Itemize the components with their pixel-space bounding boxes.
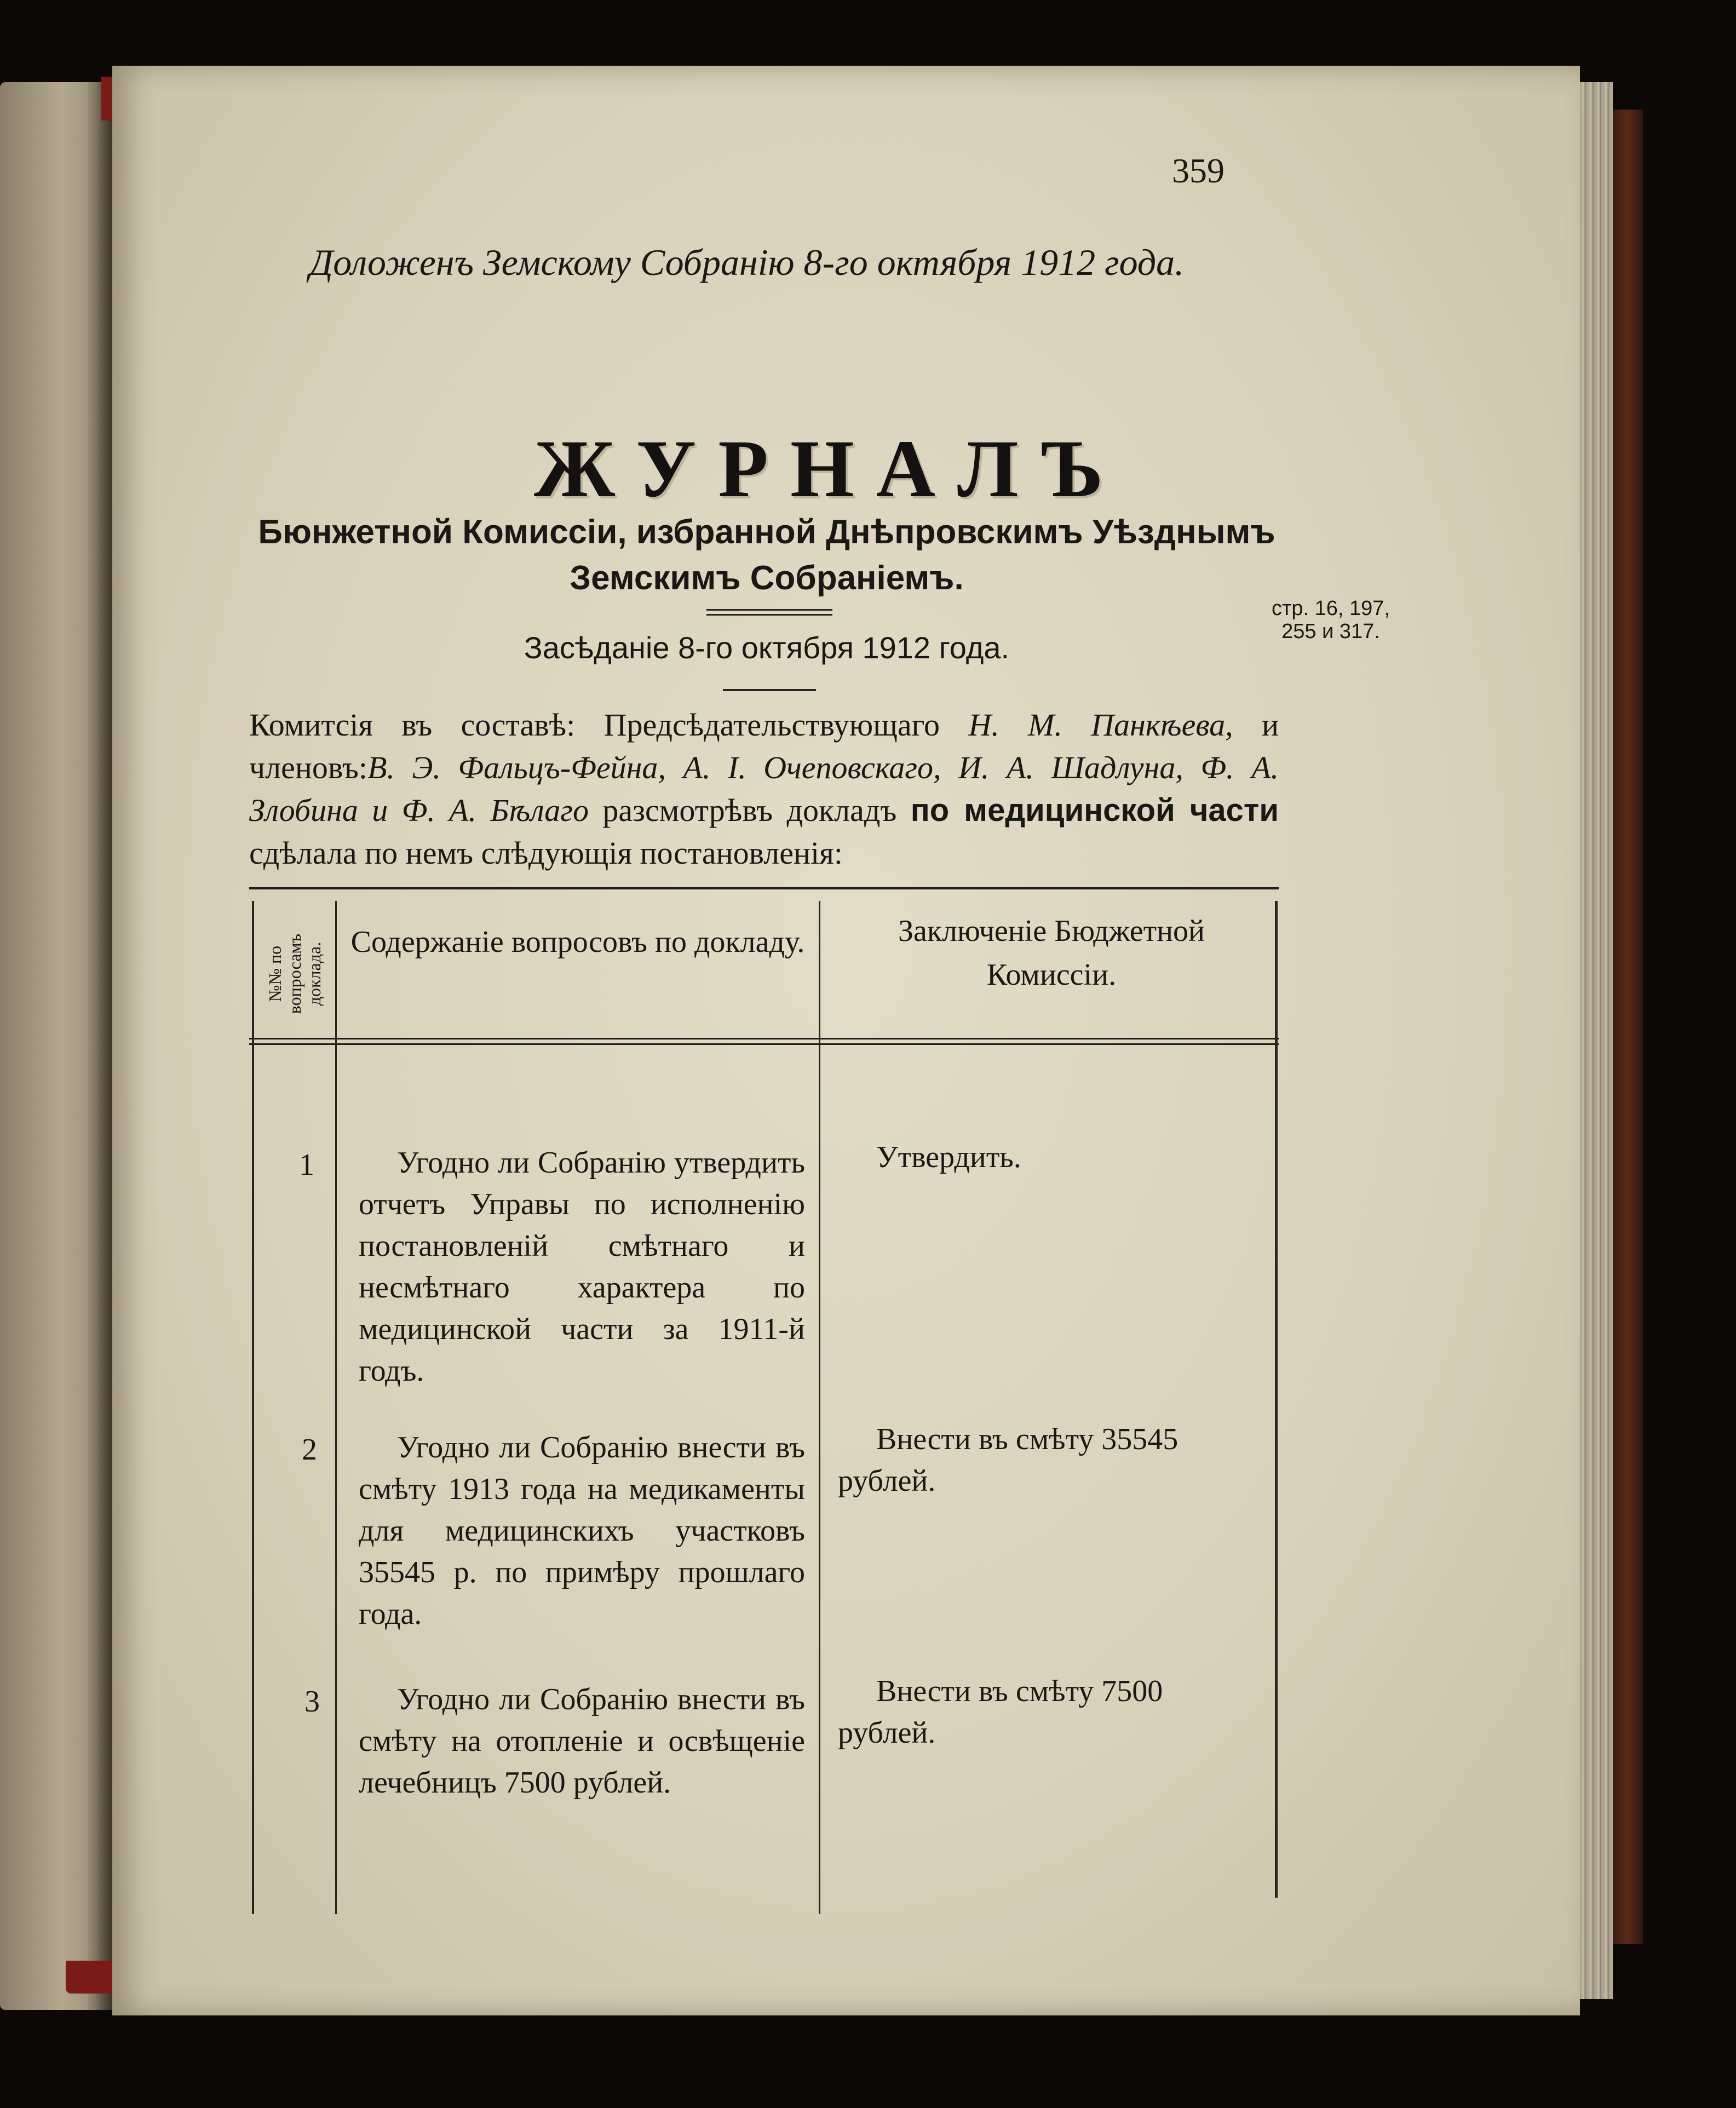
row-question: Угодно ли Собранію внести въ смѣту на отопленіе и освѣщеніе лечебницъ 7500 рублей. xyxy=(359,1682,805,1800)
page-stack-edges xyxy=(1580,82,1613,1999)
table-header-number-text: №№ по вопросамъ доклада. xyxy=(265,933,324,1014)
row-number: 2 xyxy=(302,1433,317,1467)
row-number: 1 xyxy=(299,1148,314,1182)
double-divider xyxy=(706,609,832,616)
table-column-divider xyxy=(335,901,337,1914)
chair-name: Н. М. Панкѣева, xyxy=(968,707,1233,743)
intro-members-lead: и членовъ: xyxy=(249,707,1279,785)
table-left-border xyxy=(252,901,254,1914)
intro-lead: Комитсія въ составѣ: Предсѣдательствующаго xyxy=(249,707,969,743)
row-question: Угодно ли Собранію внести въ смѣту 1913 года на медикаменты для медицинскихъ участковъ 35545 р. по примѣру прошлаго года. xyxy=(359,1431,805,1631)
member-names: В. Э. Фальцъ-Фейна, А. I. Очеповскаго, И. А. Шадлуна, Ф. А. Злобина и Ф. А. Бѣлаго xyxy=(249,750,1279,828)
table-top-rule xyxy=(249,887,1279,889)
table-header-conclusion: Заключеніе Бюджетной Комиссіи. xyxy=(898,914,1205,992)
journal-title: ЖУРНАЛЪ xyxy=(534,423,1125,514)
table-column-divider xyxy=(819,901,820,1914)
margin-reference-note: стр. 16, 197, 255 и 317. xyxy=(1272,597,1390,643)
table-header-rule-second xyxy=(249,1043,1279,1045)
table-header-content: Содержаніе вопросовъ по докладу. xyxy=(350,925,805,959)
session-date: Засѣданіе 8-го октября 1912 года. xyxy=(524,630,1010,665)
intro-mid: разсмотрѣвъ докладъ xyxy=(588,792,911,828)
row-conclusion: Утвердить. xyxy=(876,1140,1021,1174)
row-number: 3 xyxy=(304,1685,320,1719)
intro-paragraph xyxy=(249,704,1279,875)
intro-end: сдѣлала по немъ слѣдующія постановленія: xyxy=(249,835,843,871)
book-cover-edge xyxy=(1613,110,1643,1944)
divider xyxy=(723,689,816,691)
row-conclusion: Внести въ смѣту 35545 рублей. xyxy=(838,1422,1179,1498)
presented-note: Доложенъ Земскому Собранію 8-го октября 1912 года. xyxy=(309,242,1185,283)
left-page-red-edge-bottom xyxy=(66,1961,118,1994)
table-right-border xyxy=(1275,901,1278,1898)
book-gutter-shadow xyxy=(88,82,112,2010)
row-question: Угодно ли Собранію утвердить отчетъ Управы по исполненію постановленій смѣтнаго и несмѣтнаго характера по медицинской части за 1911-й годъ. xyxy=(359,1146,805,1388)
row-conclusion: Внести въ смѣту 7500 рублей. xyxy=(838,1674,1163,1750)
report-subject: по медицинской части xyxy=(910,792,1279,828)
table-header-number xyxy=(256,912,333,1035)
journal-subtitle: Бюнжетной Комиссіи, избранной Днѣпровскимъ Уѣзднымъ Земскимъ Собраніемъ. xyxy=(258,513,1275,597)
page-number: 359 xyxy=(1172,151,1225,190)
table-header-rule xyxy=(249,1038,1279,1039)
